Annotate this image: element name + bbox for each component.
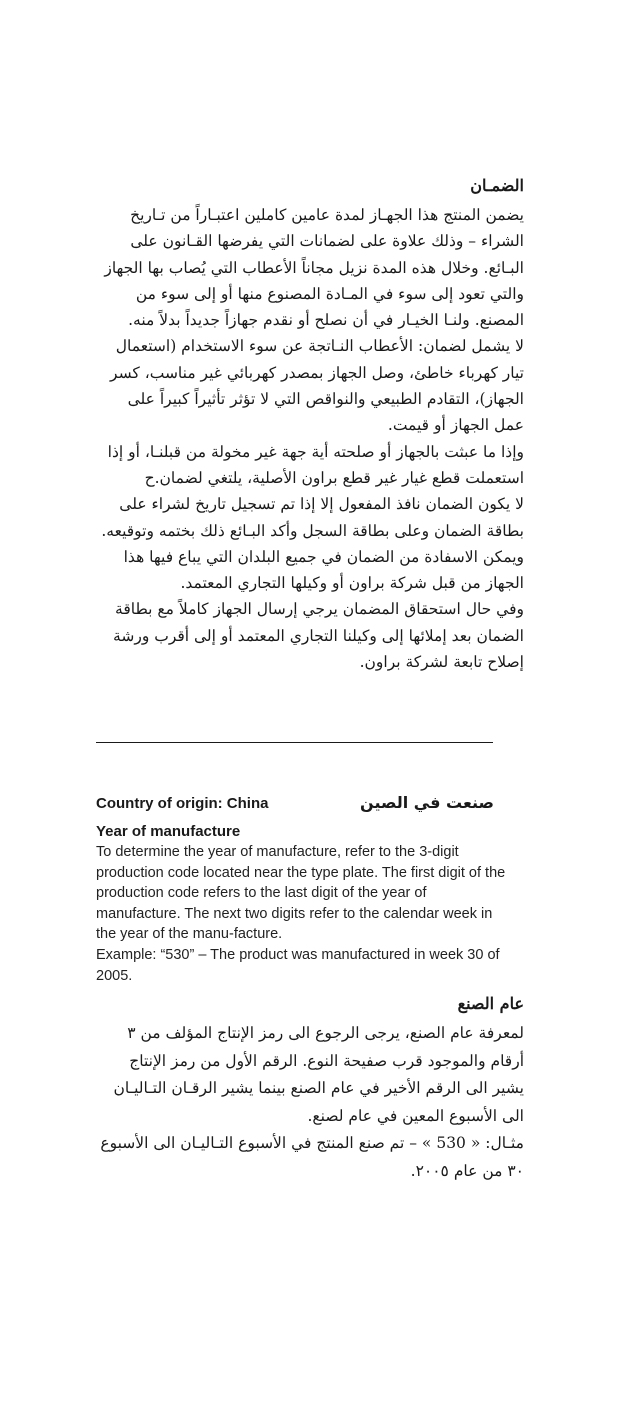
section-divider (96, 742, 493, 743)
country-of-origin-english: Country of origin: China (96, 795, 269, 812)
warranty-paragraph: لا يشمل لضمان: الأعطاب النـاتجة عن سوء الاستخدام (استعمال تيار كهرباء خاطئ، وصل الجهاز بمصدر كهربائي غير مناسب، كسر الجهاز)، التقادم الطبيعي والنواقص التي لا تؤثر تأثيراً كبيراً على عمل الجهاز أو قيمت. (110, 337, 524, 435)
warranty-paragraph: ويمكن الاسفادة من الضمان في جميع البلدان التي يباع فيها هذا الجهاز من قبل شركة براون أو وكيلها التجاري المعتمد. (123, 547, 524, 593)
year-of-manufacture-arabic-paragraph: لمعرفة عام الصنع، يرجى الرجوع الى رمز الإنتاج المؤلف من ٣ أرقام والموجود قرب صفيحة النوع. الرقم الأول من رمز الإنتاج يشير الى الرقم الأخير في عام الصنع بينما يشير الرقـان التـاليـان الى الأسبوع المعين في عام لصنع. (113, 1024, 524, 1125)
year-of-manufacture-arabic-body (96, 1020, 524, 1185)
year-of-manufacture-paragraph: To determine the year of manufacture, refer to the 3-digit production code located near the type plate. The first digit of the production code refers to the last digit of the year of manufacture. The next two digits refer to the calendar week in the year of the manu-facture. (96, 844, 506, 943)
year-of-manufacture-example: Example: “530” – The product was manufactured in week 30 of 2005. (96, 946, 500, 984)
warranty-paragraph: يضمن المنتج هذا الجهـاز لمدة عامين كاملين اعتبـاراً من تـاريخ الشراء – وذلك علاوة على لضمانات التي يفرضها القـانون على البـائع. وخلال هذه المدة نزيل مجاناً الأعطاب التي يُصاب بها الجهاز والتي تعود إلى سوء في المـادة المصنوع منها أو إلى سوء من المصنع. ولنـا الخيـار في أن نصلح أو نقدم جهازاً جديداً بدلاً منه. (104, 206, 524, 330)
country-of-origin-arabic: صنعت في الصين (360, 793, 494, 812)
year-of-manufacture-arabic-example: مثـال: « 530 » – تم صنع المنتج في الأسبوع التـاليـان الى الأسبوع ٣٠ من عام ٢٠٠٥. (100, 1134, 524, 1180)
warranty-heading: الضمـان (470, 176, 524, 195)
warranty-paragraph: وإذا ما عبثت بالجهاز أو صلحته أية جهة غير مخولة من قبلنـا، أو إذا استعملت قطع غيار غير قطع براون الأصلية، يلتغي لضمان.ح (107, 442, 524, 487)
warranty-paragraph: لا يكون الضمان نافذ المفعول إلا إذا تم تسجيل تاريخ لشراء على بطاقة الضمان وعلى بطاقة السجل وأكد البـائع ذلك بختمه وتوقيعه. (101, 495, 524, 540)
warranty-body (96, 202, 524, 675)
year-of-manufacture-body (96, 842, 506, 986)
year-of-manufacture-heading: Year of manufacture (96, 823, 241, 840)
year-of-manufacture-arabic-heading: عام الصنع (457, 994, 524, 1013)
warranty-paragraph: وفي حال استحقاق المضمان يرجي إرسال الجهاز كاملاً مع بطاقة الضمان بعد إملائها إلى وكيلنا التجاري المعتمد أو إلى أقرب ورشة إصلاح تابعة لشركة براون. (113, 600, 524, 672)
